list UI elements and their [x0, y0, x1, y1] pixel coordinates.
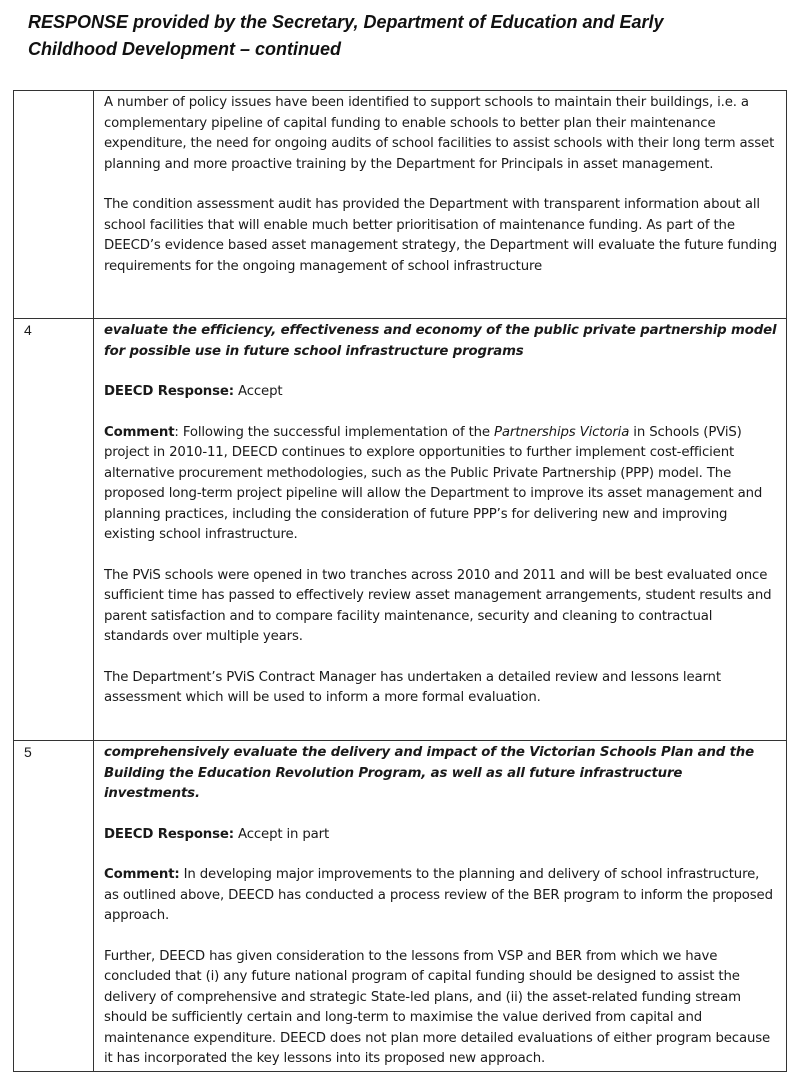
page-heading: [28, 9, 788, 63]
paragraph: Further, DEECD has given consideration to the lessons from VSP and BER from which we have concluded that (i) any future national program of capital funding should be designed to assist the delivery of comprehensive and strategic State-led plans, and (ii) the asset-related funding stream should be sufficiently certain and long-term to maximise the value derived from capital and maintenance expenditure. DEECD does not plan more detailed evaluations of either program because it has incorporated the key lessons into its proposed new approach.: [104, 948, 771, 1066]
row-content: [94, 91, 786, 318]
comment-paragraph: [104, 865, 778, 927]
comment-text: In developing major improvements to the planning and delivery of school infrastructure, as outlined above, DEECD has conducted a process review of the BER program to inform the proposed approach.: [104, 867, 773, 923]
comment-text-italic: Partnerships Victoria: [494, 424, 630, 440]
page-heading-line1: RESPONSE provided by the Secretary, Department of Education and Early: [28, 12, 664, 32]
comment-paragraph: [104, 423, 778, 546]
comment-label: Comment:: [104, 867, 180, 882]
comment-label: Comment: [104, 424, 175, 440]
row-content: [94, 319, 786, 740]
row-number: [14, 91, 94, 318]
table-row: [14, 91, 786, 318]
recommendation-text: evaluate the efficiency, effectiveness and economy of the public private partnership model for possible use in future school infrastructure programs: [104, 323, 777, 359]
row-number: 4: [14, 319, 94, 740]
recommendation-text: comprehensively evaluate the delivery and impact of the Victorian Schools Plan and the Building the Education Revolution Program, as well as all future infrastructure investments.: [104, 745, 754, 801]
response-table: [13, 90, 787, 1072]
paragraph: The Department’s PViS Contract Manager has undertaken a detailed review and lessons learnt assessment which will be used to inform a more formal evaluation.: [104, 669, 721, 705]
table-row: [14, 740, 786, 1071]
paragraph: The condition assessment audit has provided the Department with transparent information about all school facilities that will enable much better prioritisation of maintenance funding. As part of the DEECD’s evidence based asset management strategy, the Department will evaluate the future funding requirements for the ongoing management of school infrastructure: [104, 197, 778, 274]
response-value: Accept: [233, 384, 283, 399]
row-content: [94, 741, 786, 1071]
paragraph: A number of policy issues have been identified to support schools to maintain their buildings, i.e. a complementary pipeline of capital funding to enable schools to better plan their maintenance expenditure, the need for ongoing audits of school facilities to assist schools with their long term asset planning and more proactive training by the Department for Principals in asset management.: [104, 95, 775, 172]
comment-text-post: in Schools (PViS) project in 2010-11, DEECD continues to explore opportunities to further implement cost-efficient alternative procurement methodologies, such as the Public Private Partnership (PPP) model. The proposed long-term project pipeline will allow the Department to improve its asset management and planning practices, including the consideration of future PPP’s for delivering new and improving existing school infrastructure.: [104, 424, 763, 542]
response-line: [104, 382, 778, 403]
page-heading-line2: Childhood Development – continued: [28, 39, 342, 59]
comment-text-pre: : Following the successful implementation of the: [174, 424, 495, 440]
response-line: [104, 825, 778, 846]
response-label: DEECD Response:: [104, 826, 234, 842]
paragraph: The PViS schools were opened in two tranches across 2010 and 2011 and will be best evaluated once sufficient time has passed to effectively review asset management arrangements, student results and parent satisfaction and to compare facility maintenance, security and cleaning to contractual standards over multiple years.: [104, 567, 772, 644]
response-value: Accept in part: [233, 826, 330, 842]
table-row: [14, 318, 786, 740]
row-number: 5: [14, 741, 94, 1071]
response-label: DEECD Response:: [104, 384, 234, 399]
